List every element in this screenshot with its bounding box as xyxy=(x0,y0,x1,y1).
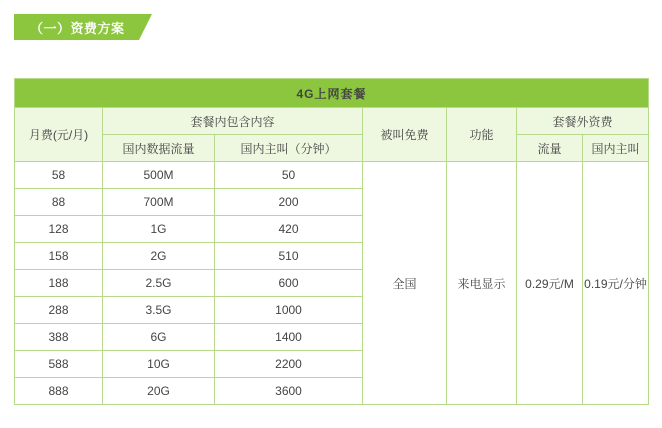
cell-domestic-data: 10G xyxy=(103,351,215,378)
cell-extra-voice-merged: 0.19元/分钟 xyxy=(583,162,649,405)
cell-domestic-voice: 420 xyxy=(215,216,363,243)
cell-domestic-voice: 2200 xyxy=(215,351,363,378)
cell-monthly-fee: 388 xyxy=(15,324,103,351)
cell-domestic-voice: 1000 xyxy=(215,297,363,324)
cell-domestic-data: 6G xyxy=(103,324,215,351)
banner-arrow-tail xyxy=(139,14,152,40)
cell-extra-data-merged: 0.29元/M xyxy=(517,162,583,405)
cell-domestic-voice: 510 xyxy=(215,243,363,270)
section-header-body xyxy=(14,14,139,40)
cell-domestic-data: 500M xyxy=(103,162,215,189)
cell-domestic-voice: 200 xyxy=(215,189,363,216)
header-extra-voice: 国内主叫 xyxy=(583,135,649,162)
header-domestic-data: 国内数据流量 xyxy=(103,135,215,162)
header-extra-data: 流量 xyxy=(517,135,583,162)
cell-monthly-fee: 88 xyxy=(15,189,103,216)
cell-domestic-voice: 1400 xyxy=(215,324,363,351)
header-included-group: 套餐内包含内容 xyxy=(103,108,363,135)
cell-domestic-data: 700M xyxy=(103,189,215,216)
cell-monthly-fee: 288 xyxy=(15,297,103,324)
cell-domestic-data: 1G xyxy=(103,216,215,243)
plan-table xyxy=(14,78,649,405)
section-title: （一）资费方案 xyxy=(30,20,125,36)
section-header-banner xyxy=(14,14,152,40)
cell-domestic-data: 20G xyxy=(103,378,215,405)
header-called-free: 被叫免费 xyxy=(363,108,447,162)
table-title-row xyxy=(15,79,649,108)
header-monthly-fee: 月费(元/月) xyxy=(15,108,103,162)
table-head xyxy=(15,79,649,162)
table-subheader-row xyxy=(15,135,649,162)
cell-domestic-voice: 50 xyxy=(215,162,363,189)
table-group-header-row xyxy=(15,108,649,135)
header-function: 功能 xyxy=(447,108,517,162)
cell-monthly-fee: 128 xyxy=(15,216,103,243)
cell-monthly-fee: 158 xyxy=(15,243,103,270)
table-row xyxy=(15,162,649,189)
cell-monthly-fee: 58 xyxy=(15,162,103,189)
cell-called-free-merged: 全国 xyxy=(363,162,447,405)
header-domestic-voice: 国内主叫（分钟） xyxy=(215,135,363,162)
cell-domestic-data: 2.5G xyxy=(103,270,215,297)
plan-table-container xyxy=(14,78,648,405)
cell-monthly-fee: 888 xyxy=(15,378,103,405)
cell-function-merged: 来电显示 xyxy=(447,162,517,405)
table-title: 4G上网套餐 xyxy=(15,79,649,108)
cell-domestic-voice: 3600 xyxy=(215,378,363,405)
cell-monthly-fee: 188 xyxy=(15,270,103,297)
cell-domestic-data: 3.5G xyxy=(103,297,215,324)
cell-domestic-voice: 600 xyxy=(215,270,363,297)
table-body xyxy=(15,162,649,405)
cell-domestic-data: 2G xyxy=(103,243,215,270)
header-outside-group: 套餐外资费 xyxy=(517,108,649,135)
cell-monthly-fee: 588 xyxy=(15,351,103,378)
